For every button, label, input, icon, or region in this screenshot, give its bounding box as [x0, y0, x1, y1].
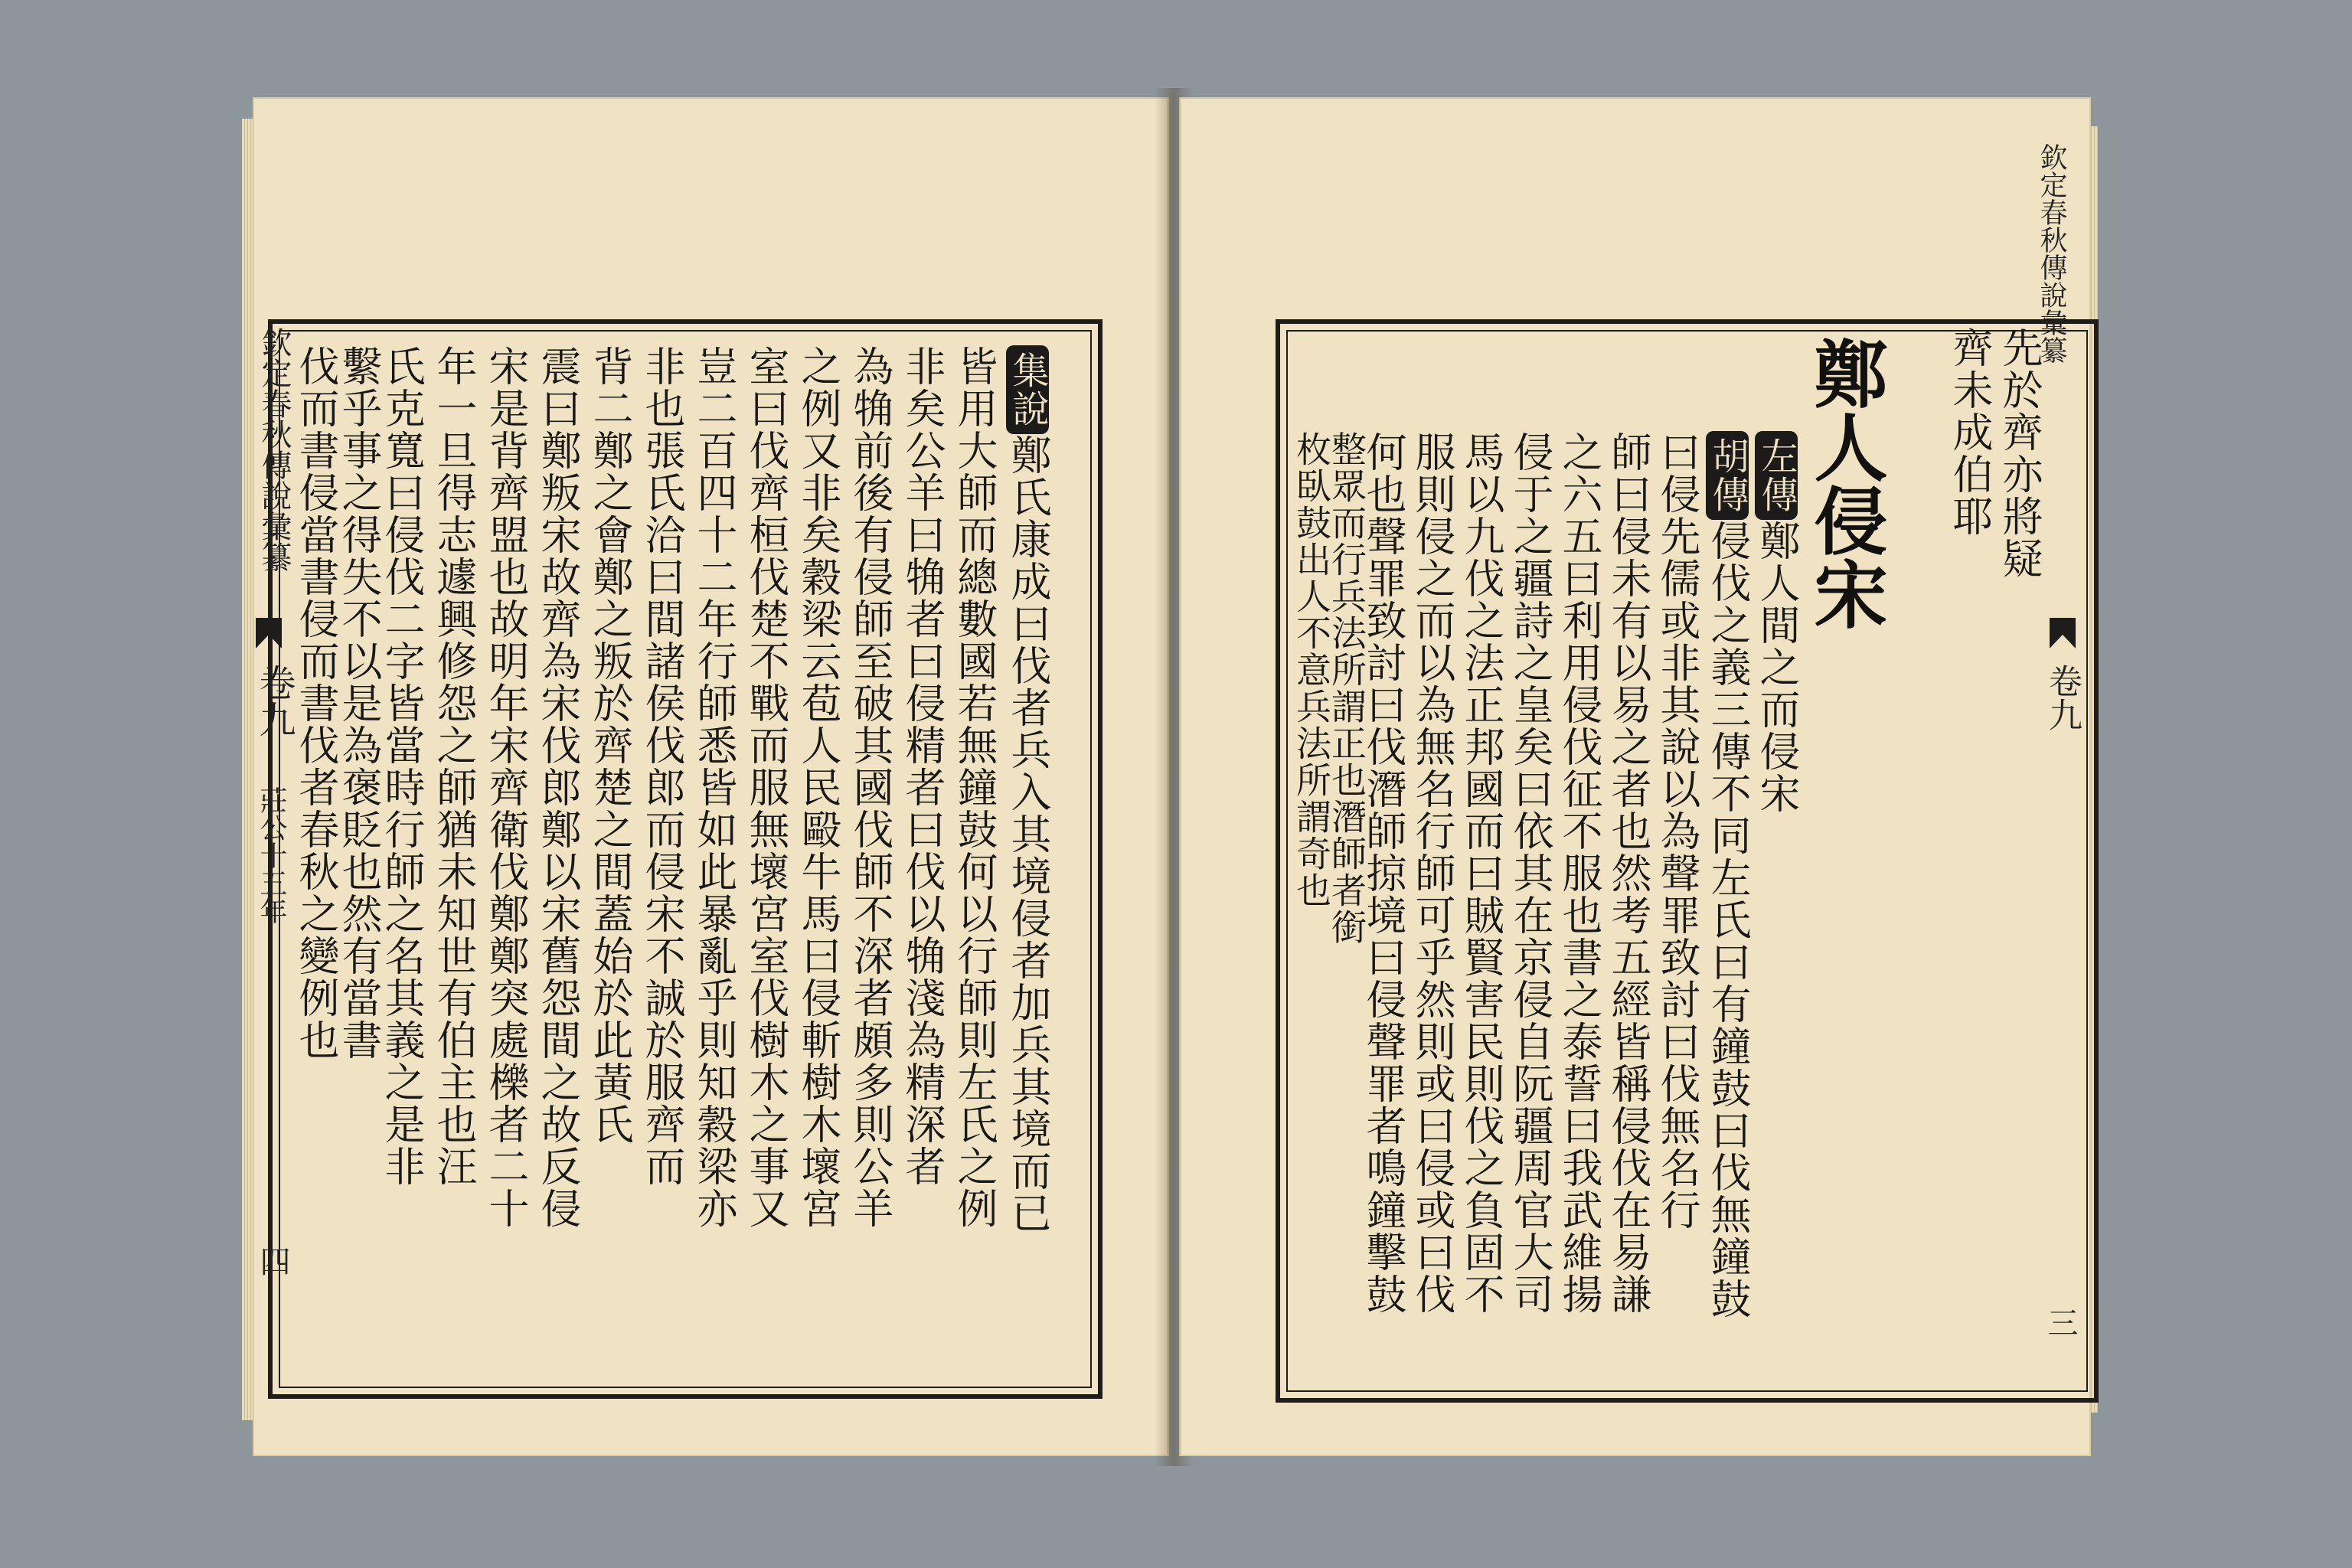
left-column-10-text: 震曰鄭叛宋故齊為宋伐郎鄭以宋舊怨間之故反侵	[534, 345, 581, 1230]
right-column-7-text: 馬以九伐之法正邦國而曰賊賢害民則伐之負固不	[1458, 431, 1504, 1315]
left-gutter-volume: 卷九	[253, 664, 296, 737]
right-column-9-text: 何也聲罪致討曰伐潛師掠境曰侵聲罪者鳴鐘擊鼓	[1360, 431, 1406, 1315]
left-column-10	[534, 345, 581, 1230]
left-column-12-text: 年一旦得志遽興修怨之師猶未知世有伯主也汪	[430, 345, 477, 1187]
right-column-5	[1556, 431, 1602, 1315]
right-column-8-text: 服則侵之而以為無名行師可乎然則或曰侵或曰伐	[1409, 431, 1455, 1315]
left-column-2-text: 皆用大師而總數國若無鐘鼓何以行師則左氏之例	[951, 345, 998, 1230]
right-column-11	[1291, 431, 1332, 909]
left-column-9-text: 背二鄭之會鄭之叛於齊楚之間蓋始於此黃氏	[586, 345, 633, 1145]
left-column-3-text: 非矣公羊曰觕者曰侵精者曰伐以觕淺為精深者	[899, 345, 946, 1187]
left-column-4	[847, 345, 893, 1230]
left-column-1-text: 鄭氏康成曰伐者兵入其境侵者加兵其境而已	[1004, 434, 1051, 1234]
left-column-2	[951, 345, 998, 1230]
left-column-15-text: 伐而書侵當書侵而書伐者春秋之變例也	[292, 345, 339, 1061]
left-column-8	[639, 345, 685, 1187]
left-page	[253, 97, 1169, 1456]
left-column-4-text: 為觕前後有侵師至破其國伐師不深者頗多則公羊	[847, 345, 893, 1230]
right-column-zuozhuan	[1755, 431, 1798, 815]
right-column-9	[1360, 431, 1406, 1315]
left-gutter-folio: 四	[255, 1246, 290, 1276]
left-column-7-text: 豈二百四十二年行師悉皆如此暴亂乎則知穀梁亦	[691, 345, 737, 1230]
left-column-14-text: 繫乎事之得失不以是為褒貶也然有當書	[335, 345, 382, 1061]
left-column-1	[1006, 345, 1049, 1234]
right-column-6	[1507, 431, 1553, 1315]
right-column-10-text: 整眾而行兵法所謂正也潛師者銜	[1326, 431, 1367, 946]
left-column-11	[482, 345, 529, 1230]
right-column-4-text: 師曰侵未有以易之者也然考五經皆稱侵伐在易謙	[1605, 431, 1651, 1315]
left-column-5-text: 之例又非矣穀梁云苞人民毆牛馬曰侵斬樹木壞宮	[795, 345, 841, 1230]
left-column-13-text: 氏克寬曰侵伐二字皆當時行師之名其義之是非	[378, 345, 425, 1187]
left-column-9	[586, 345, 633, 1145]
open-book	[253, 88, 2094, 1466]
left-column-15	[292, 345, 339, 1061]
left-column-14	[335, 345, 382, 1061]
carryover-column-1: 先於齊亦將疑	[1996, 327, 2043, 580]
left-column-12	[430, 345, 477, 1187]
label-zuozhuan: 左傳	[1755, 431, 1798, 520]
right-column-10	[1326, 431, 1367, 946]
carryover-column-2: 齊未成伯耶	[1946, 327, 1993, 537]
left-gutter-book-title: 欽定春秋傳說彙纂	[256, 327, 292, 572]
left-gutter-section: 莊公十五年	[256, 786, 287, 924]
left-column-6-text: 室曰伐齊桓伐楚不戰而服無壞宮室伐樹木之事又	[743, 345, 789, 1230]
right-column-6-text: 侵于之疆詩之皇矣曰依其在京侵自阮疆周官大司	[1507, 431, 1553, 1315]
right-column-11-text: 枚臥鼓出人不意兵法所謂奇也	[1291, 431, 1332, 909]
label-huzhuan: 胡傳	[1706, 431, 1749, 520]
left-column-6	[743, 345, 789, 1230]
right-column-4	[1605, 431, 1651, 1315]
right-column-5-text: 之六五曰利用侵伐征不服也書之泰誓曰我武維揚	[1556, 431, 1602, 1315]
right-column-zuozhuan-text: 鄭人間之而侵宋	[1753, 520, 1800, 815]
right-column-huzhuan-text: 侵伐之義三傳不同左氏曰有鐘鼓曰伐無鐘鼓	[1704, 520, 1751, 1320]
right-column-3-text: 曰侵先儒或非其說以為聲罪致討曰伐無名行	[1654, 431, 1700, 1231]
right-column-8	[1409, 431, 1455, 1315]
right-gutter-folio: 三	[2043, 1307, 2078, 1338]
left-column-7	[691, 345, 737, 1230]
left-column-5	[795, 345, 841, 1230]
right-column-7	[1458, 431, 1504, 1315]
right-page	[1179, 97, 2091, 1456]
left-text-frame	[268, 319, 1102, 1399]
entry-title: 鄭人侵宋	[1802, 336, 1889, 630]
right-gutter-book-title: 欽定春秋傳說彙纂	[2036, 143, 2067, 364]
right-text-frame	[1276, 319, 2099, 1403]
right-column-huzhuan	[1706, 431, 1749, 1320]
right-gutter-volume: 卷九	[2043, 664, 2082, 731]
right-column-3	[1654, 431, 1700, 1231]
left-column-11-text: 宋是背齊盟也故明年宋齊衛伐鄭鄭突處櫟者二十	[482, 345, 529, 1230]
left-column-3	[899, 345, 946, 1187]
left-column-8-text: 非也張氏洽曰間諸侯伐郎而侵宋不誠於服齊而	[639, 345, 685, 1187]
left-column-13	[378, 345, 425, 1187]
label-jishuo: 集說	[1006, 345, 1049, 434]
